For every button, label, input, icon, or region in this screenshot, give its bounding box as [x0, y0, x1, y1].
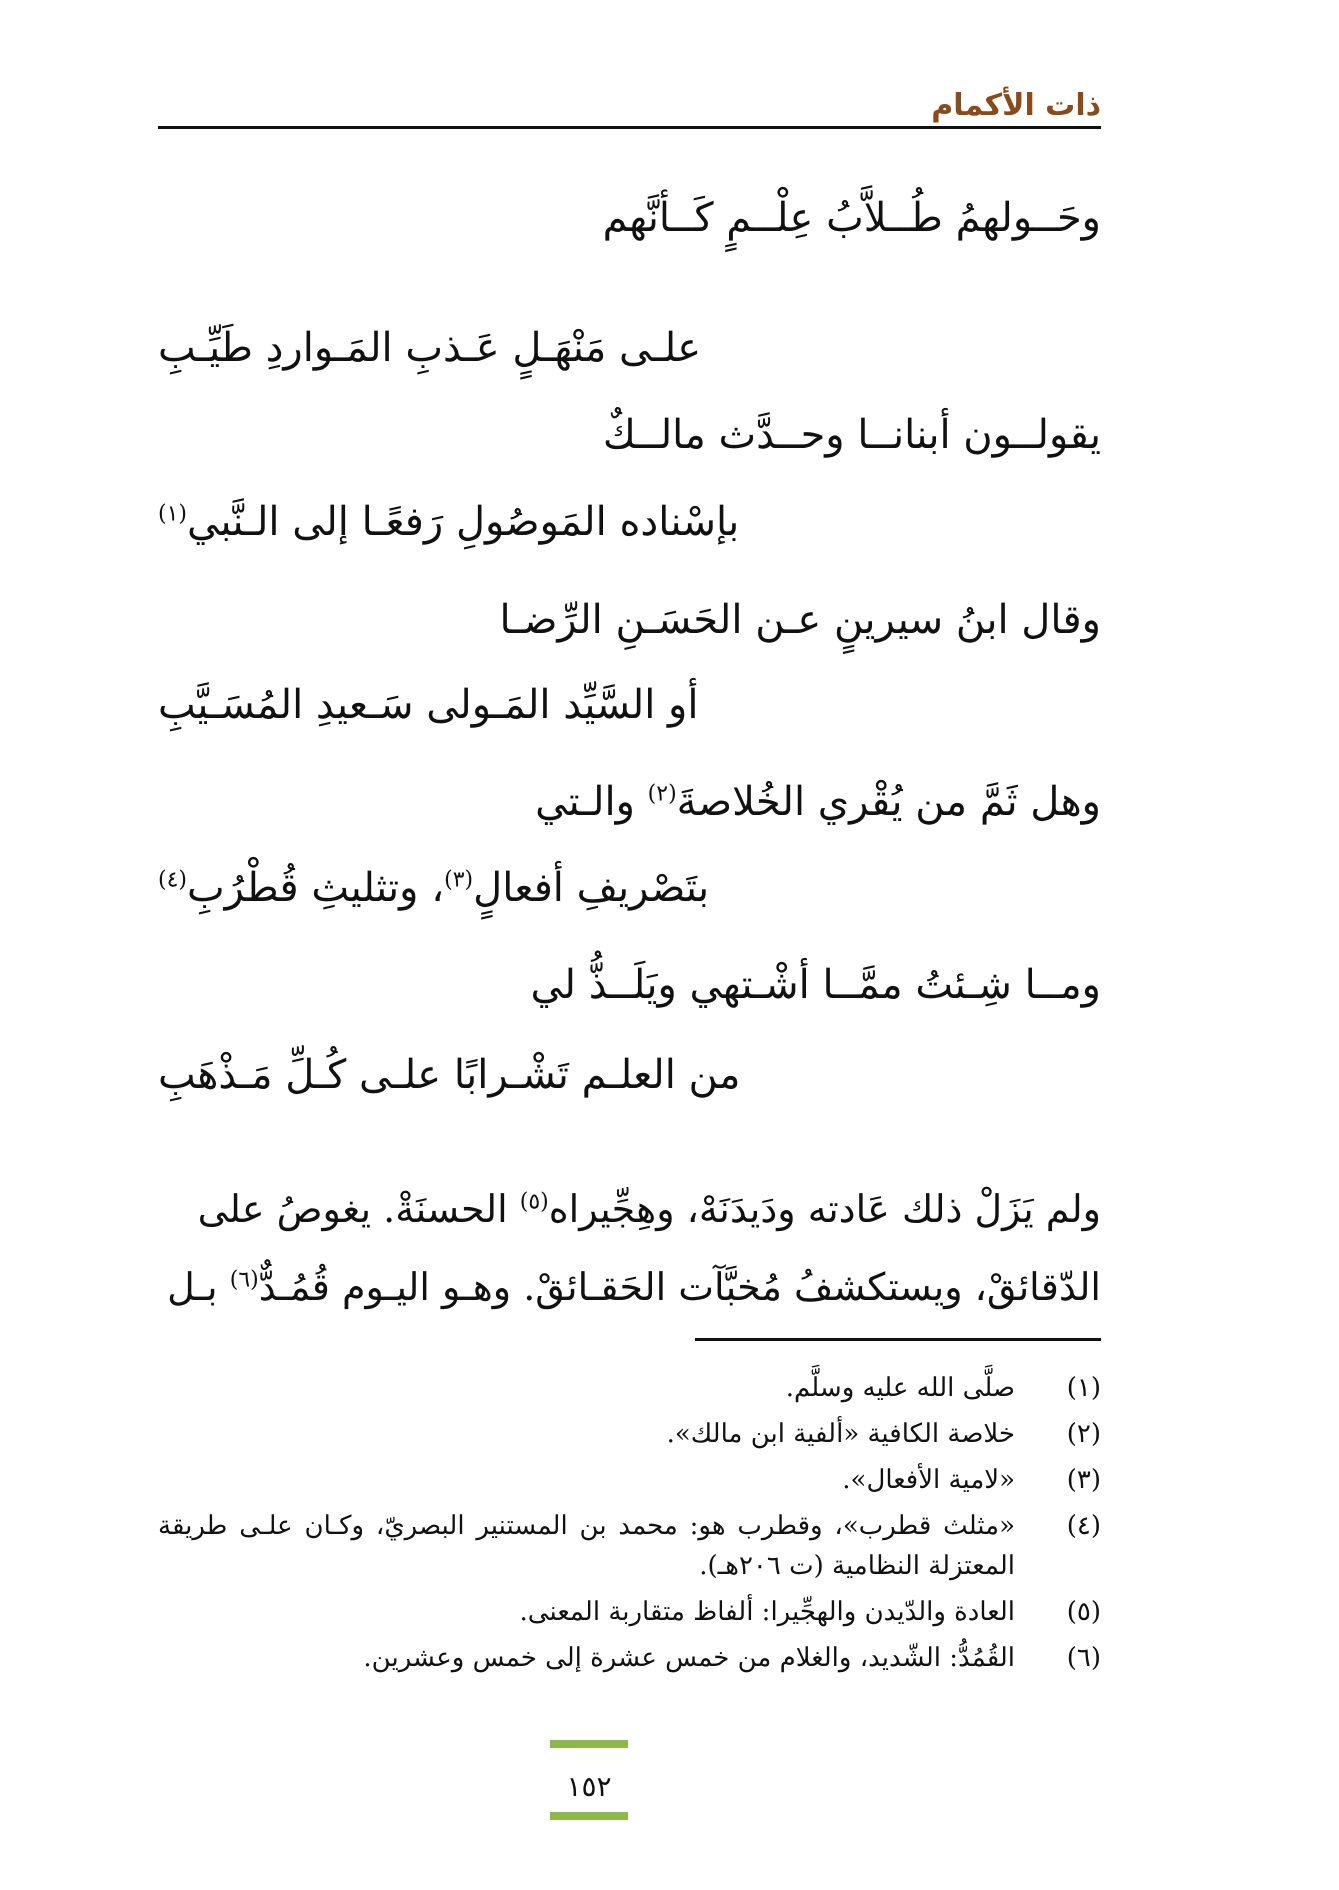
- footnote-number: (٢): [1066, 1419, 1101, 1449]
- verse-5-first-hemistich: ومــا شِـئتُ ممَّــا أشْـتهي ويَلَــذُّ لي: [530, 962, 1101, 1008]
- footnote-text: خلاصة الكافية «ألفية ابن مالك».: [666, 1419, 1015, 1449]
- verse-1-first-hemistich: وحَــولهمُ طُــلاَّبُ عِلْــمٍ كَــأنَّهم: [602, 195, 1101, 241]
- footnote-number: (٤): [1066, 1511, 1101, 1541]
- footnote-item: [158, 1414, 1101, 1454]
- verse-3-second-hemistich: أو السَّيِّد المَـولى سَـعيدِ المُسَـيَّبِ: [158, 682, 699, 728]
- verse-4-first-text: وهل ثَمَّ من يُقْري الخُلاصةَ: [676, 779, 1101, 825]
- verse-3-first-hemistich: وقال ابنُ سيرينٍ عـن الحَسَـنِ الرِّضـا: [499, 597, 1101, 643]
- verse-2-first-hemistich: يقولــون أبنانــا وحــدَّث مالــكٌ: [602, 412, 1101, 458]
- footnote-text: «مثلث قطرب»، وقطرب هو: محمد بن المستنير البصريّ، وكـان علـى طريقة المعتزلة النظامية (ت ٢٠٦هـ).: [158, 1511, 1015, 1581]
- verse-4-second-hemistich: [158, 858, 709, 918]
- verse-5-second-hemistich: من العلـم تَشْـرابًا علـى كُـلِّ مَـذْهَبِ: [158, 1052, 741, 1098]
- footnote-number: (٦): [1066, 1643, 1101, 1673]
- footnote-ref-3: (٣): [444, 867, 474, 893]
- footnote-text: صلَّى الله عليه وسلَّم.: [785, 1373, 1015, 1403]
- verse-4-first-hemistich: [535, 772, 1101, 832]
- prose-line-2: [158, 1248, 1101, 1326]
- footnote-number: (٣): [1066, 1465, 1101, 1495]
- footnote-ref-5: (٥): [519, 1189, 549, 1215]
- footnote-item: [158, 1638, 1101, 1678]
- verse-2-second-hemistich: [158, 492, 739, 552]
- page-number-top-bar: [550, 1740, 628, 1748]
- footnote-item: [158, 1592, 1101, 1632]
- verse-2-second-text: بإسْناده المَوصُولِ رَفعًـا إلى الـنَّبي: [187, 499, 740, 545]
- footnote-text: العادة والدّيدن والهجِّيرا: ألفاظ متقاربة المعنى.: [519, 1597, 1015, 1627]
- verse-4-first-tail: والـتي: [535, 779, 648, 825]
- verse-4-second-mid: ، وتثليثِ قُطْرُبِ: [187, 865, 445, 911]
- footnote-item: [158, 1506, 1101, 1586]
- verse-1-second-hemistich: علـى مَنْهَـلٍ عَـذبِ المَـواردِ طَيِّـبِ: [158, 325, 702, 371]
- footnote-ref-1: (١): [158, 501, 188, 527]
- footnote-number: (١): [1066, 1373, 1101, 1403]
- prose-line-2-a: الدّقائقْ، ويستكشفُ مُخبَّآت الحَقـائقْ. وهـو اليـوم قُمُـدٌّ: [258, 1265, 1101, 1309]
- footnote-separator: [695, 1338, 1101, 1341]
- footnote-item: [158, 1368, 1101, 1408]
- page-number-bottom-bar: [550, 1812, 628, 1820]
- footnote-ref-6: (٦): [229, 1267, 259, 1293]
- footnote-number: (٥): [1066, 1597, 1101, 1627]
- prose-paragraph: [158, 1170, 1101, 1326]
- footnote-text: القُمُدُّ: الشّديد، والغلام من خمس عشرة إلى خمس وعشرين.: [363, 1643, 1015, 1673]
- prose-line-1: [158, 1170, 1101, 1248]
- footnote-ref-4: (٤): [158, 867, 188, 893]
- footnote-item: [158, 1460, 1101, 1500]
- page-number: ١٥٢: [566, 1770, 612, 1803]
- footnotes-list: [158, 1368, 1101, 1684]
- prose-line-1-b: الحسنَةْ. يغوصُ على: [197, 1187, 520, 1231]
- footnote-text: «لامية الأفعال».: [842, 1465, 1015, 1495]
- verse-4-second-text: بتَصْريفِ أفعالٍ: [473, 865, 710, 911]
- prose-line-1-a: ولم يَزَلْ ذلك عَادته ودَيدَنَهْ، وهِجِّيراه: [548, 1187, 1101, 1231]
- prose-line-2-b: بـل: [167, 1265, 230, 1309]
- footnote-ref-2: (٢): [647, 781, 677, 807]
- header-rule: [158, 126, 1101, 129]
- running-header-title: ذات الأكمام: [931, 88, 1101, 123]
